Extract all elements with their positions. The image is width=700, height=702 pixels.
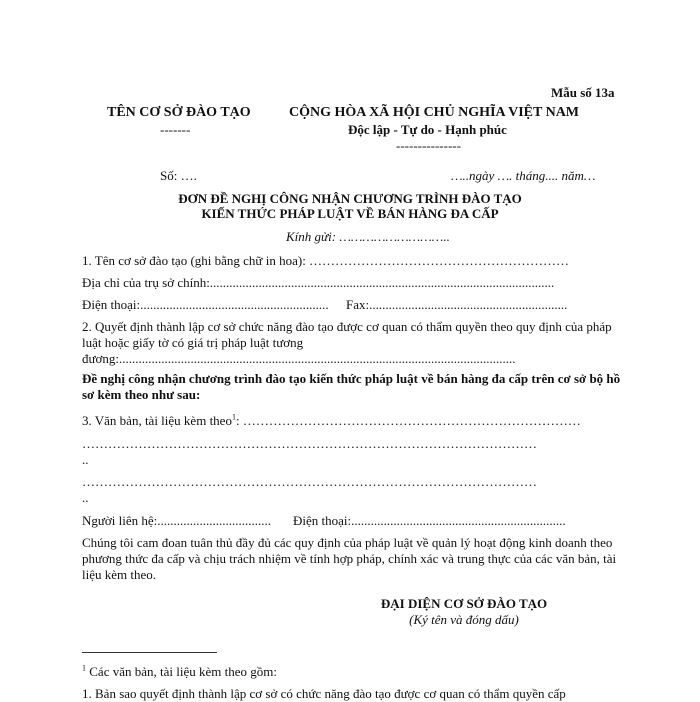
institution-dash: ------- bbox=[160, 122, 191, 137]
document-date: …..ngày …. tháng.... năm… bbox=[451, 168, 596, 183]
footnote-divider bbox=[82, 652, 217, 653]
national-motto: Độc lập - Tự do - Hạnh phúc bbox=[348, 122, 507, 137]
field-contact-person: Người liên hệ:................................... bbox=[82, 513, 272, 528]
field-establishment-decision: 2. Quyết định thành lập cơ sở chức năng đào tạo được cơ quan có thẩm quyền theo quy định của pháp luật hoặc giấy tờ có giá trị pháp luật tương đương:.......................................................................................................................... bbox=[82, 319, 612, 366]
footnote-ref: 1 bbox=[231, 412, 236, 422]
form-number: Mẫu số 13a bbox=[551, 85, 615, 100]
footnote-item-1: 1. Bản sao quyết định thành lập cơ sở có chức năng đào tạo được cơ quan có thẩm quyền cấp bbox=[82, 686, 566, 701]
commitment-paragraph: Chúng tôi cam đoan tuân thủ đầy đủ các quy định của pháp luật về quản lý hoạt động kinh doanh theo phương thức đa cấp và chịu trách nhiệm về tính hợp pháp, chính xác và trung thực của các văn bản, tài liệu kèm theo. bbox=[82, 535, 617, 582]
attached-documents-label: 3. Văn bản, tài liệu kèm theo bbox=[82, 413, 232, 428]
request-statement: Đề nghị công nhận chương trình đào tạo kiến thức pháp luật về bán hàng đa cấp trên cơ sở bộ hồ sơ kèm theo như sau: bbox=[82, 371, 621, 402]
field-contact-phone: Điện thoại:.................................................................. bbox=[293, 513, 566, 528]
field-phone: Điện thoại:.......................................................... bbox=[82, 297, 329, 312]
signature-note: (Ký tên và đóng dấu) bbox=[409, 612, 519, 627]
footnote-marker: 1 bbox=[82, 663, 86, 673]
field-fax: Fax:............................................................. bbox=[346, 297, 568, 312]
field-address: Địa chỉ của trụ sở chính:.......................................................................................................... bbox=[82, 275, 555, 290]
document-title-line-1: ĐƠN ĐỀ NGHỊ CÔNG NHẬN CHƯƠNG TRÌNH ĐÀO TẠO bbox=[178, 191, 522, 206]
blank-line-1: …………………………………………………………………………………………… bbox=[82, 436, 537, 451]
field-attached-documents bbox=[82, 413, 581, 429]
document-number: Số: …. bbox=[160, 168, 197, 183]
national-title: CỘNG HÒA XÃ HỘI CHỦ NGHĨA VIỆT NAM bbox=[289, 105, 580, 120]
institution-name-header: TÊN CƠ SỞ ĐÀO TẠO bbox=[107, 105, 251, 120]
addressee: Kính gửi: ……………………….. bbox=[286, 229, 450, 244]
blank-line-1-tail: .. bbox=[82, 452, 89, 467]
footnote-text: Các văn bản, tài liệu kèm theo gồm: bbox=[86, 664, 277, 679]
national-dash: --------------- bbox=[396, 138, 461, 153]
footnote bbox=[82, 664, 277, 680]
attached-documents-dots: : …………………………………………………………………… bbox=[235, 413, 581, 428]
blank-line-2-tail: .. bbox=[82, 490, 89, 505]
document-title-line-2: KIẾN THỨC PHÁP LUẬT VỀ BÁN HÀNG ĐA CẤP bbox=[201, 206, 499, 221]
signature-title: ĐẠI DIỆN CƠ SỞ ĐÀO TẠO bbox=[380, 596, 548, 611]
blank-line-2: …………………………………………………………………………………………… bbox=[82, 474, 537, 489]
field-institution-name: 1. Tên cơ sở đào tạo (ghi bằng chữ in hoa): …………………………………………………… bbox=[82, 253, 570, 268]
